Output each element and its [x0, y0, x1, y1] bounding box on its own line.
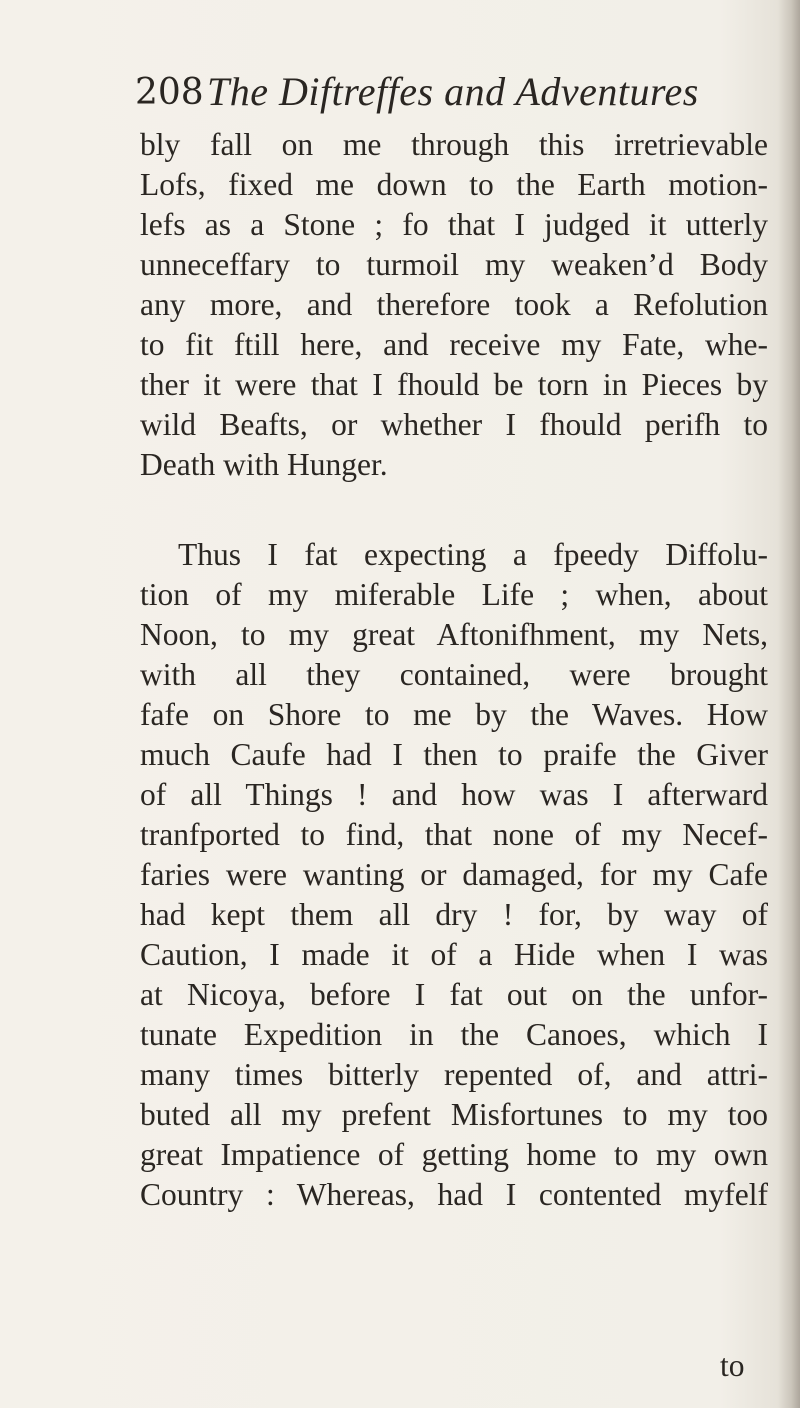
text-line: unneceffary to turmoil my weaken’d Body — [140, 247, 768, 282]
running-title: The Diftreffes and Adventures — [207, 69, 699, 114]
text-line: at Nicoya, before I fat out on the unfor- — [140, 977, 768, 1012]
text-line: wild Beafts, or whether I fhould perifh to — [140, 407, 768, 442]
page-header — [135, 68, 765, 126]
text-line: any more, and therefore took a Refolution — [140, 287, 768, 322]
text-line: had kept them all dry ! for, by way of — [140, 897, 768, 932]
text-line: ther it were that I fhould be torn in Pieces by — [140, 367, 768, 402]
text-line: Caution, I made it of a Hide when I was — [140, 937, 768, 972]
catchword: to — [720, 1348, 745, 1383]
text-line: of all Things ! and how was I afterward — [140, 777, 768, 812]
text-line: tion of my miferable Life ; when, about — [140, 577, 768, 612]
text-line: much Caufe had I then to praife the Giver — [140, 737, 768, 772]
page-number: 208 — [135, 72, 204, 113]
text-line: to fit ftill here, and receive my Fate, whe- — [140, 327, 768, 362]
text-line: bly fall on me through this irretrievable — [140, 127, 768, 162]
text-line: Noon, to my great Aftonifhment, my Nets, — [140, 617, 768, 652]
text-line: Death with Hunger. — [140, 447, 388, 482]
text-line: fafe on Shore to me by the Waves. How — [140, 697, 768, 732]
text-line: buted all my prefent Misfortunes to my too — [140, 1097, 768, 1132]
text-line: with all they contained, were brought — [140, 657, 768, 692]
text-line: tunate Expedition in the Canoes, which I — [140, 1017, 768, 1052]
text-line: Thus I fat expecting a fpeedy Diffolu- — [178, 537, 768, 572]
text-line: Country : Whereas, had I contented myfelf — [140, 1177, 768, 1212]
text-line: lefs as a Stone ; fo that I judged it utterly — [140, 207, 768, 242]
text-line: Lofs, fixed me down to the Earth motion- — [140, 167, 768, 202]
text-line: tranfported to find, that none of my Necef- — [140, 817, 768, 852]
text-line: great Impatience of getting home to my own — [140, 1137, 768, 1172]
text-line: faries were wanting or damaged, for my Cafe — [140, 857, 768, 892]
page-edge-shadow — [778, 0, 800, 1408]
text-line: many times bitterly repented of, and attri- — [140, 1057, 768, 1092]
